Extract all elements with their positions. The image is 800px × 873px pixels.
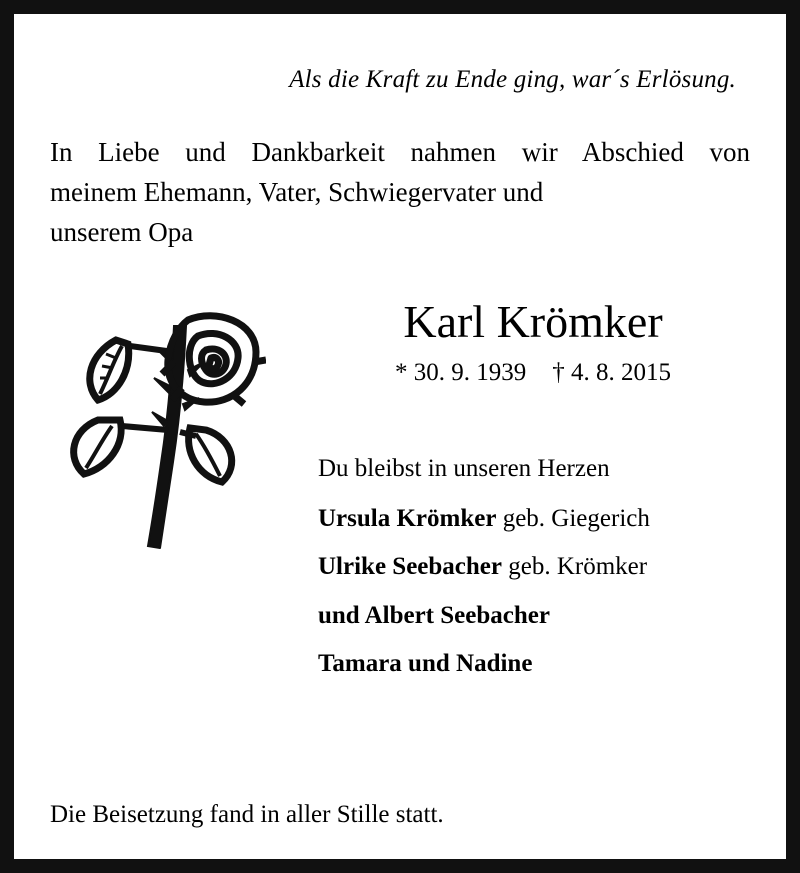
deceased-block [318, 298, 748, 679]
mourners-list [318, 503, 748, 679]
intro-line-3: unserem Opa [50, 216, 194, 247]
birth-date: * 30. 9. 1939 [395, 358, 527, 386]
mourner-suffix: geb. Giegerich [496, 505, 650, 533]
life-dates [318, 359, 748, 387]
list-item [318, 648, 748, 679]
list-item [318, 503, 748, 534]
deceased-name: Karl Krömker [403, 296, 663, 348]
mourner-name: und Albert Seebacher [318, 601, 550, 629]
farewell-text: Du bleibst in unseren Herzen [318, 454, 610, 482]
rose-icon [56, 308, 266, 558]
funeral-note: Die Beisetzung fand in aller Stille statt. [50, 801, 444, 828]
death-date: † 4. 8. 2015 [552, 358, 671, 386]
intro-line-2: meinem Ehemann, Vater, Schwiegervater und [50, 176, 544, 207]
epitaph-text: Als die Kraft zu Ende ging, war´s Erlösung. [289, 66, 736, 93]
mourner-name: Tamara und Nadine [318, 649, 533, 677]
obituary-body [50, 298, 738, 718]
mourner-name: Ursula Krömker [318, 505, 497, 533]
mourner-name: Ulrike Seebacher [318, 553, 502, 581]
obituary-inner [14, 14, 786, 859]
intro-line-1: In Liebe und Dankbarkeit nahmen wir Abschied von [50, 137, 750, 168]
intro-paragraph [50, 133, 750, 252]
list-item [318, 600, 748, 631]
mourner-suffix: geb. Krömker [501, 553, 648, 581]
list-item [318, 551, 748, 582]
